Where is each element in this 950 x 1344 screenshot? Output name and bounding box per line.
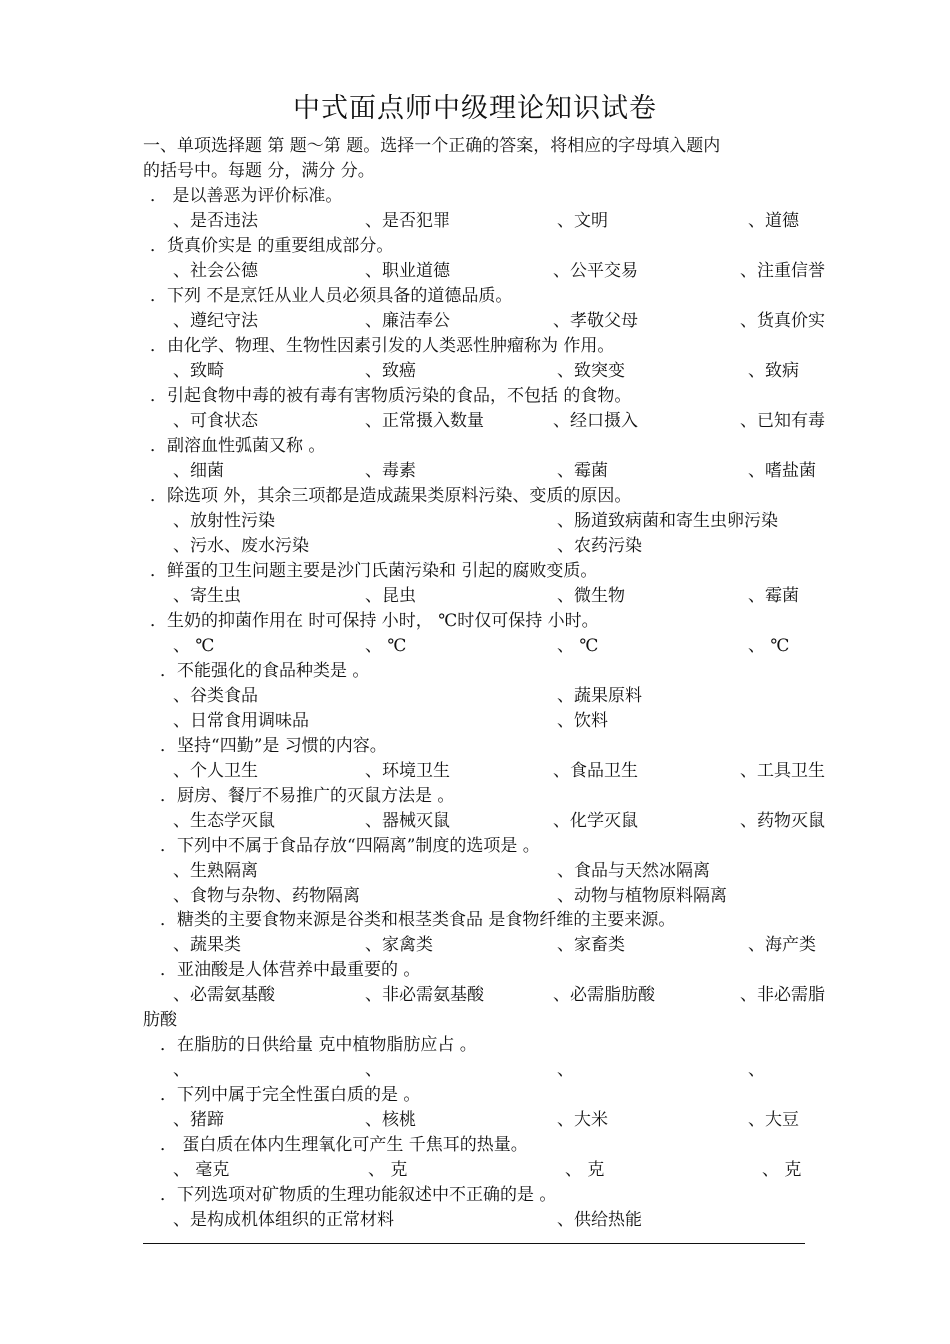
question-stem: ．下列中不属于食品存放“四隔离”制度的选项是 。 bbox=[160, 836, 540, 856]
question-options bbox=[0, 534, 950, 559]
option-b: 、 ℃ bbox=[365, 636, 407, 656]
question-stem: ． 是以善恶为评价标准。 bbox=[150, 186, 343, 206]
question-options bbox=[0, 1058, 950, 1083]
option-b: 、供给热能 bbox=[557, 1210, 642, 1230]
option-c: 、必需脂肪酸 bbox=[553, 985, 655, 1005]
question-stem: ．由化学、物理、生物性因素引发的人类恶性肿瘤称为 作用。 bbox=[150, 336, 615, 356]
question-options bbox=[0, 1158, 950, 1183]
option-c: 、大米 bbox=[557, 1110, 608, 1130]
option-d: 、药物灭鼠 bbox=[740, 811, 825, 831]
option-c: 、霉菌 bbox=[557, 461, 608, 481]
section-instruction-line-1 bbox=[0, 134, 950, 159]
option-b: 、肠道致病菌和寄生虫卵污染 bbox=[557, 511, 778, 531]
question-options bbox=[0, 634, 950, 659]
question-options bbox=[0, 983, 950, 1008]
question-options bbox=[0, 509, 950, 534]
question-stem: ．货真价实是 的重要组成部分。 bbox=[150, 236, 394, 256]
option-d: 、 ℃ bbox=[748, 636, 790, 656]
question-options bbox=[0, 933, 950, 958]
question-stem: ． 蛋白质在体内生理氧化可产生 千焦耳的热量。 bbox=[160, 1135, 528, 1155]
option-d: 、非必需脂 bbox=[740, 985, 825, 1005]
question-stem: ．不能强化的食品种类是 。 bbox=[160, 661, 370, 681]
option-d: 、饮料 bbox=[557, 711, 608, 731]
option-c: 、 ℃ bbox=[557, 636, 599, 656]
option-wrap-line bbox=[0, 1008, 950, 1033]
option-b: 、非必需氨基酸 bbox=[365, 985, 484, 1005]
option-a: 、个人卫生 bbox=[173, 761, 258, 781]
question-stem: ．引起食物中毒的被有毒有害物质污染的食品，不包括 的食物。 bbox=[150, 386, 632, 406]
option-d: 、 bbox=[748, 1060, 765, 1080]
option-a: 、猪蹄 bbox=[173, 1110, 224, 1130]
option-b: 、食品与天然冰隔离 bbox=[557, 861, 710, 881]
option-c: 、致突变 bbox=[557, 361, 625, 381]
option-d: 、动物与植物原料隔离 bbox=[557, 886, 727, 906]
option-b: 、蔬果原料 bbox=[557, 686, 642, 706]
option-d: 、嗜盐菌 bbox=[748, 461, 816, 481]
option-b: 、环境卫生 bbox=[365, 761, 450, 781]
question-options bbox=[0, 859, 950, 884]
option-c: 、文明 bbox=[557, 211, 608, 231]
option-d-continued: 肪酸 bbox=[143, 1010, 177, 1030]
option-d: 、货真价实 bbox=[740, 311, 825, 331]
option-c: 、 克 bbox=[565, 1160, 605, 1180]
option-d: 、致病 bbox=[748, 361, 799, 381]
option-c: 、 bbox=[557, 1060, 574, 1080]
section-instruction-text: 的括号中。每题 分，满分 分。 bbox=[143, 161, 375, 181]
question-options bbox=[0, 809, 950, 834]
option-a: 、是构成机体组织的正常材料 bbox=[173, 1210, 394, 1230]
option-c: 、污水、废水污染 bbox=[173, 536, 309, 556]
option-a: 、生熟隔离 bbox=[173, 861, 258, 881]
option-b: 、正常摄入数量 bbox=[365, 411, 484, 431]
question-options bbox=[0, 1208, 950, 1233]
option-a: 、致畸 bbox=[173, 361, 224, 381]
question-stem: ．厨房、餐厅不易推广的灭鼠方法是 。 bbox=[160, 786, 455, 806]
section-instruction-line-2 bbox=[0, 159, 950, 184]
option-c: 、化学灭鼠 bbox=[553, 811, 638, 831]
option-a: 、 毫克 bbox=[173, 1160, 230, 1180]
option-a: 、放射性污染 bbox=[173, 511, 275, 531]
option-a: 、蔬果类 bbox=[173, 935, 241, 955]
option-a: 、社会公德 bbox=[173, 261, 258, 281]
option-d: 、注重信誉 bbox=[740, 261, 825, 281]
option-c: 、经口摄入 bbox=[553, 411, 638, 431]
option-a: 、生态学灭鼠 bbox=[173, 811, 275, 831]
question-stem: ．糖类的主要食物来源是谷类和根茎类食品 是食物纤维的主要来源。 bbox=[160, 910, 676, 930]
option-a: 、必需氨基酸 bbox=[173, 985, 275, 1005]
question-stem: ．鲜蛋的卫生问题主要是沙门氏菌污染和 引起的腐败变质。 bbox=[150, 561, 598, 581]
option-d: 、大豆 bbox=[748, 1110, 799, 1130]
option-c: 、微生物 bbox=[557, 586, 625, 606]
footer-rule bbox=[143, 1243, 805, 1244]
option-c: 、食物与杂物、药物隔离 bbox=[173, 886, 360, 906]
question-options bbox=[0, 309, 950, 334]
option-a: 、 ℃ bbox=[173, 636, 215, 656]
option-b: 、 bbox=[365, 1060, 382, 1080]
option-d: 、农药污染 bbox=[557, 536, 642, 556]
option-a: 、细菌 bbox=[173, 461, 224, 481]
option-d: 、海产类 bbox=[748, 935, 816, 955]
option-c: 、公平交易 bbox=[553, 261, 638, 281]
question-options bbox=[0, 584, 950, 609]
option-b: 、毒素 bbox=[365, 461, 416, 481]
option-a: 、遵纪守法 bbox=[173, 311, 258, 331]
question-options bbox=[0, 709, 950, 734]
question-stem: ．下列选项对矿物质的生理功能叙述中不正确的是 。 bbox=[160, 1185, 557, 1205]
option-a: 、 bbox=[173, 1060, 190, 1080]
question-options bbox=[0, 359, 950, 384]
question-options bbox=[0, 1108, 950, 1133]
question-options bbox=[0, 759, 950, 784]
question-stem: ．在脂肪的日供给量 克中植物脂肪应占 。 bbox=[160, 1035, 477, 1055]
option-d: 、工具卫生 bbox=[740, 761, 825, 781]
option-b: 、职业道德 bbox=[365, 261, 450, 281]
option-a: 、可食状态 bbox=[173, 411, 258, 431]
question-stem: ．亚油酸是人体营养中最重要的 。 bbox=[160, 960, 421, 980]
question-stem: ．副溶血性弧菌又称 。 bbox=[150, 436, 326, 456]
question-options bbox=[0, 259, 950, 284]
section-instruction-text: 一、单项选择题 第 题～第 题。选择一个正确的答案，将相应的字母填入题内 bbox=[143, 136, 721, 156]
option-b: 、致癌 bbox=[365, 361, 416, 381]
option-b: 、昆虫 bbox=[365, 586, 416, 606]
option-c: 、家畜类 bbox=[557, 935, 625, 955]
question-options bbox=[0, 209, 950, 234]
option-d: 、已知有毒 bbox=[740, 411, 825, 431]
question-options bbox=[0, 409, 950, 434]
question-options bbox=[0, 459, 950, 484]
question-stem: ．下列中属于完全性蛋白质的是 。 bbox=[160, 1085, 421, 1105]
question-stem: ．除选项 外，其余三项都是造成蔬果类原料污染、变质的原因。 bbox=[150, 486, 632, 506]
question-options bbox=[0, 884, 950, 909]
option-b: 、廉洁奉公 bbox=[365, 311, 450, 331]
option-c: 、食品卫生 bbox=[553, 761, 638, 781]
option-c: 、孝敬父母 bbox=[553, 311, 638, 331]
option-c: 、日常食用调味品 bbox=[173, 711, 309, 731]
option-d: 、霉菌 bbox=[748, 586, 799, 606]
option-b: 、家禽类 bbox=[365, 935, 433, 955]
question-stem: ．下列 不是烹饪从业人员必须具备的道德品质。 bbox=[150, 286, 513, 306]
option-a: 、是否违法 bbox=[173, 211, 258, 231]
page-title: 中式面点师中级理论知识试卷 bbox=[293, 93, 657, 124]
option-b: 、 克 bbox=[368, 1160, 408, 1180]
question-stem: ．生奶的抑菌作用在 时可保持 小时， ℃时仅可保持 小时。 bbox=[150, 611, 599, 631]
question-stem: ．坚持“四勤”是 习惯的内容。 bbox=[160, 736, 387, 756]
option-d: 、道德 bbox=[748, 211, 799, 231]
option-a: 、寄生虫 bbox=[173, 586, 241, 606]
option-b: 、器械灭鼠 bbox=[365, 811, 450, 831]
option-b: 、核桃 bbox=[365, 1110, 416, 1130]
option-b: 、是否犯罪 bbox=[365, 211, 450, 231]
option-a: 、谷类食品 bbox=[173, 686, 258, 706]
option-d: 、 克 bbox=[762, 1160, 802, 1180]
question-options bbox=[0, 684, 950, 709]
